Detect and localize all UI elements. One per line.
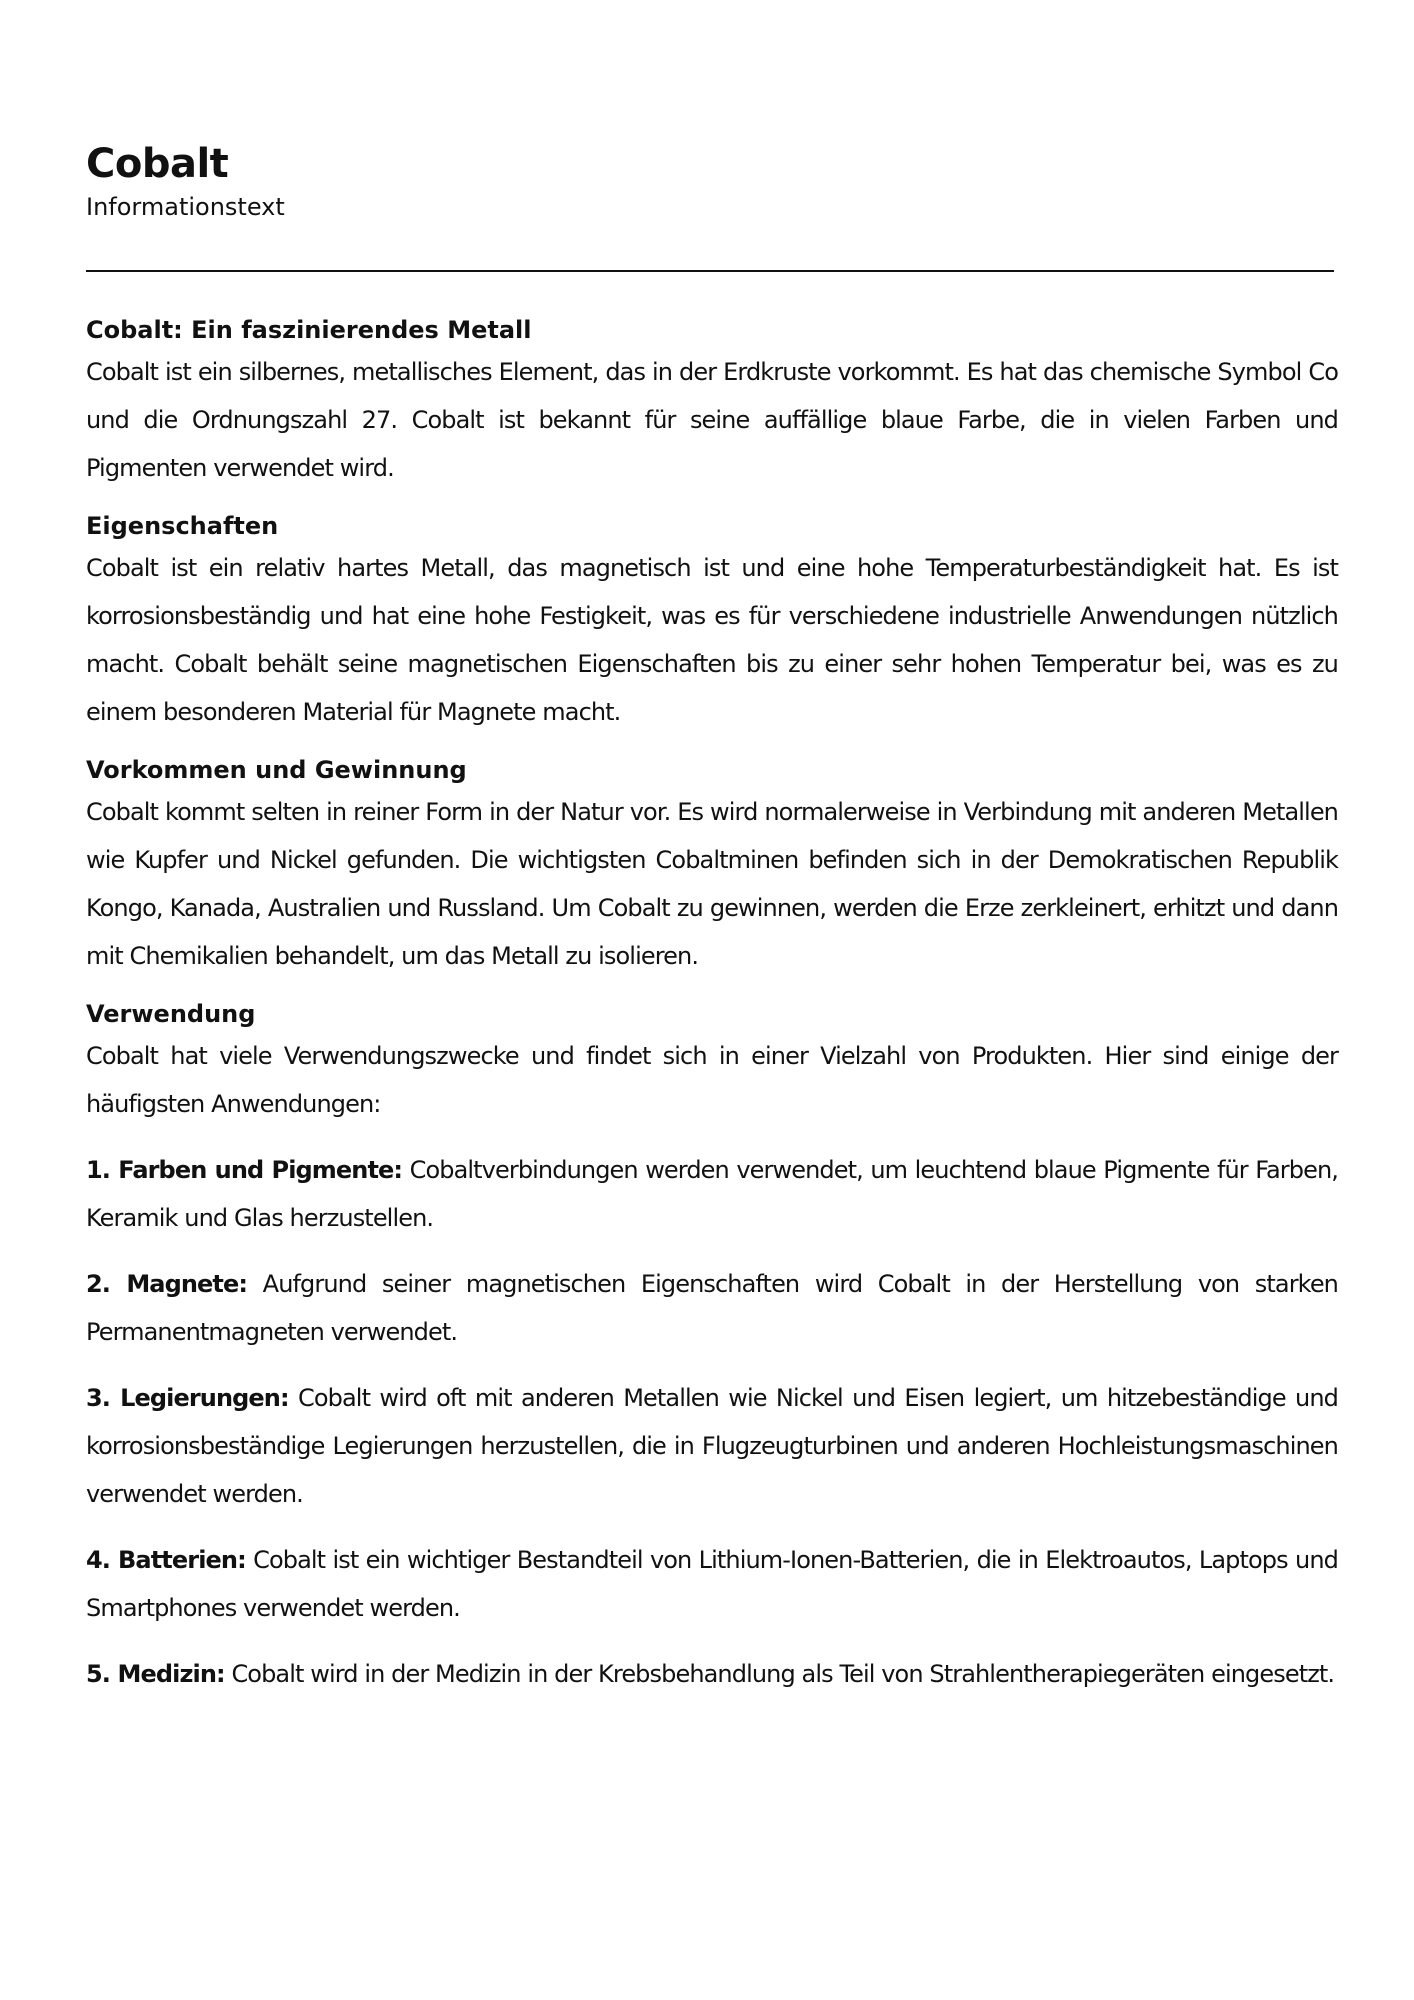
- section-heading: Eigenschaften: [86, 512, 279, 540]
- list-item-text: Cobaltverbindungen werden verwendet, um leuchtend blaue Pigmente für Farben, Keramik und Glas herzustellen.: [86, 1156, 1338, 1232]
- list-item: [86, 1650, 1338, 1698]
- document-subtitle: Informationstext: [86, 193, 285, 221]
- list-item-label: 4. Batterien:: [86, 1546, 246, 1574]
- list-item-label: 5. Medizin:: [86, 1660, 225, 1688]
- section-heading: Vorkommen und Gewinnung: [86, 756, 467, 784]
- list-item-label: 3. Legierungen:: [86, 1384, 289, 1412]
- list-item: [86, 1536, 1338, 1632]
- list-item-label: 1. Farben und Pigmente:: [86, 1156, 403, 1184]
- section-heading: Cobalt: Ein faszinierendes Metall: [86, 316, 532, 344]
- document-body: [86, 312, 1338, 1716]
- usage-list: [86, 1146, 1338, 1698]
- list-item: [86, 1374, 1338, 1518]
- list-item: [86, 1146, 1338, 1242]
- section-heading: Verwendung: [86, 1000, 256, 1028]
- section-paragraph: Cobalt ist ein silbernes, metallisches Element, das in der Erdkruste vorkommt. Es hat das chemische Symbol Co und die Ordnungszahl 27. Cobalt ist bekannt für seine auffällige blaue Farbe, die in vielen Farben und Pigmenten verwendet wird.: [86, 358, 1338, 482]
- section-paragraph: Cobalt hat viele Verwendungszwecke und findet sich in einer Vielzahl von Produkten. Hier sind einige der häufigsten Anwendungen:: [86, 1042, 1338, 1118]
- list-item-text: Aufgrund seiner magnetischen Eigenschaften wird Cobalt in der Herstellung von starken Permanentmagneten verwendet.: [86, 1270, 1338, 1346]
- document-title: Cobalt: [86, 141, 229, 187]
- section-intro: [86, 312, 1338, 492]
- section-occurrence: [86, 752, 1338, 980]
- list-item-text: Cobalt wird oft mit anderen Metallen wie Nickel und Eisen legiert, um hitzebeständige und korrosionsbeständige Legierungen herzustellen, die in Flugzeugturbinen und anderen Hochleistungsmaschinen verwendet werden.: [86, 1384, 1338, 1508]
- list-item: [86, 1260, 1338, 1356]
- list-item-text: Cobalt ist ein wichtiger Bestandteil von Lithium-Ionen-Batterien, die in Elektroautos, Laptops und Smartphones verwendet werden.: [86, 1546, 1338, 1622]
- list-item-label: 2. Magnete:: [86, 1270, 248, 1298]
- section-usage: [86, 996, 1338, 1128]
- title-divider: [86, 270, 1334, 272]
- section-paragraph: Cobalt ist ein relativ hartes Metall, das magnetisch ist und eine hohe Temperaturbeständigkeit hat. Es ist korrosionsbeständig und hat eine hohe Festigkeit, was es für verschiedene industrielle Anwendungen nützlich macht. Cobalt behält seine magnetischen Eigenschaften bis zu einer sehr hohen Temperatur bei, was es zu einem besonderen Material für Magnete macht.: [86, 554, 1338, 726]
- section-paragraph: Cobalt kommt selten in reiner Form in der Natur vor. Es wird normalerweise in Verbindung mit anderen Metallen wie Kupfer und Nickel gefunden. Die wichtigsten Cobaltminen befinden sich in der Demokratischen Republik Kongo, Kanada, Australien und Russland. Um Cobalt zu gewinnen, werden die Erze zerkleinert, erhitzt und dann mit Chemikalien behandelt, um das Metall zu isolieren.: [86, 798, 1338, 970]
- section-properties: [86, 508, 1338, 736]
- list-item-text: Cobalt wird in der Medizin in der Krebsbehandlung als Teil von Strahlentherapiegeräten eingesetzt.: [231, 1660, 1335, 1688]
